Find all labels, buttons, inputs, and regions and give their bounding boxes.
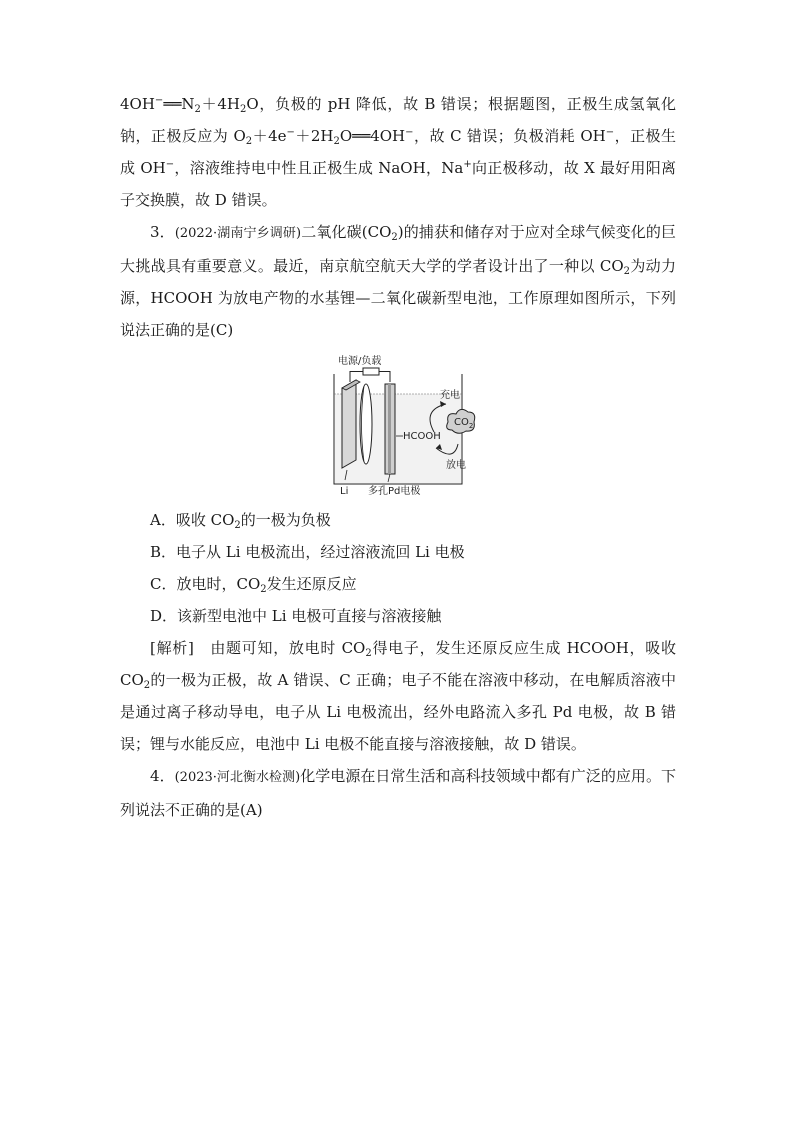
discharge-label: 放电 [446, 460, 466, 471]
text: 离子交换膜，故 D 错误。 [120, 159, 676, 209]
text: 向正极移动，故 X 最好用阳 [471, 159, 661, 177]
text: ) [256, 801, 263, 819]
li-electrode [342, 380, 356, 468]
subscript: 2 [234, 520, 241, 531]
superscript: − [154, 95, 164, 106]
subscript: 2 [245, 136, 253, 147]
text: 为动力源，HCOOH 为放电产物的水基锂—二氧化碳新型电池，工作原理如图所示，下列说法正确的是( [120, 257, 676, 339]
power-load-label: 电源/负载 [338, 356, 382, 367]
text: CO [120, 671, 144, 689]
subscript: 2 [365, 648, 372, 659]
co2-label: $CO_2$ [454, 417, 474, 430]
continuation-paragraph [120, 88, 676, 216]
option-c [120, 568, 676, 600]
li-label: Li [340, 486, 349, 497]
analysis-tag: [解析] [150, 639, 194, 657]
text: 的一极为正极，故 A 错误、C 正确；电子不能在溶液中移动，在电解质溶液中是通过离子移动导电，电子从 Li 电极流出，经外电路流入多孔 Pd 电极，故 B 错误；锂与水能反应，电池中 Li 电极不能直接与溶液接触，故 D 错误。 [120, 671, 676, 753]
question-3-stem [120, 216, 676, 346]
text: O，负极的 pH 降低，故 B 错误；根据题图，正极生成氢氧化 [246, 95, 677, 113]
text: 的一极为负极 [240, 511, 331, 529]
subscript: 2 [239, 104, 247, 115]
text: 发生还原反应 [266, 575, 357, 593]
power-load-box [363, 368, 379, 375]
pd-label: 多孔Pd电极 [368, 486, 421, 497]
superscript: − [405, 127, 414, 138]
question-number: 4． [150, 767, 175, 785]
battery-diagram-svg [330, 352, 480, 497]
text: 钠，正极反应为 O [120, 127, 246, 145]
text: A．吸收 CO [150, 511, 235, 529]
text: )的捕获和储存对于应对全球气候变化的巨大挑战具有重要意义。最近，南京航空航天大学的学者设计出了一种以 CO [120, 223, 676, 275]
subscript: 2 [194, 104, 201, 115]
text: 二氧化碳(CO [301, 223, 392, 241]
hcooh-label: HCOOH [403, 431, 441, 442]
question-source: (2022·湖南宁乡调研) [174, 226, 302, 241]
text: 4OH [120, 95, 155, 113]
equation-sign: ══ [163, 95, 182, 113]
question-source: (2023·河北衡水检测) [174, 770, 301, 785]
answer-letter: A [245, 801, 257, 819]
subscript: 2 [391, 232, 398, 243]
option-b: B．电子从 Li 电极流出，经过溶液流回 Li 电极 [150, 543, 465, 561]
text: ，正极生 [614, 127, 677, 145]
charge-label: 充电 [440, 390, 460, 401]
superscript: − [605, 127, 615, 138]
superscript: + [463, 159, 472, 170]
subscript: 2 [333, 136, 340, 147]
subscript: 2 [143, 680, 151, 691]
text: 化学电源在日常生活和高科技领域中都有广泛的应用。下列说法不正确的是( [120, 767, 676, 819]
subscript: 2 [260, 584, 267, 595]
text: ，故 C 错误；负极消耗 OH [413, 127, 606, 145]
option-a [120, 504, 676, 536]
option-d: D．该新型电池中 Li 电极可直接与溶液接触 [150, 607, 442, 625]
question-number: 3． [150, 223, 175, 241]
pd-electrode-shade [388, 384, 391, 474]
text: ，溶液维持电中性且正极生成 NaOH，Na [174, 159, 464, 177]
superscript: − [165, 159, 175, 170]
text: N [181, 95, 195, 113]
question-4-stem [120, 760, 676, 826]
battery-diagram [120, 352, 676, 502]
analysis-paragraph [120, 632, 676, 760]
text: 由题可知，放电时 CO [193, 639, 366, 657]
subscript: 2 [623, 266, 631, 277]
text: ＋2H [294, 127, 334, 145]
text: ＋4H [200, 95, 240, 113]
text: O══4OH [339, 127, 406, 145]
text: 成 OH [120, 159, 166, 177]
superscript: − [286, 127, 295, 138]
answer-letter: C [215, 321, 228, 339]
text: C．放电时，CO [150, 575, 261, 593]
text: ) [227, 321, 234, 339]
document-content [120, 88, 676, 826]
text: ＋4e [252, 127, 287, 145]
text: 得电子，发生还原反应生成 HCOOH，吸收 [371, 639, 676, 657]
